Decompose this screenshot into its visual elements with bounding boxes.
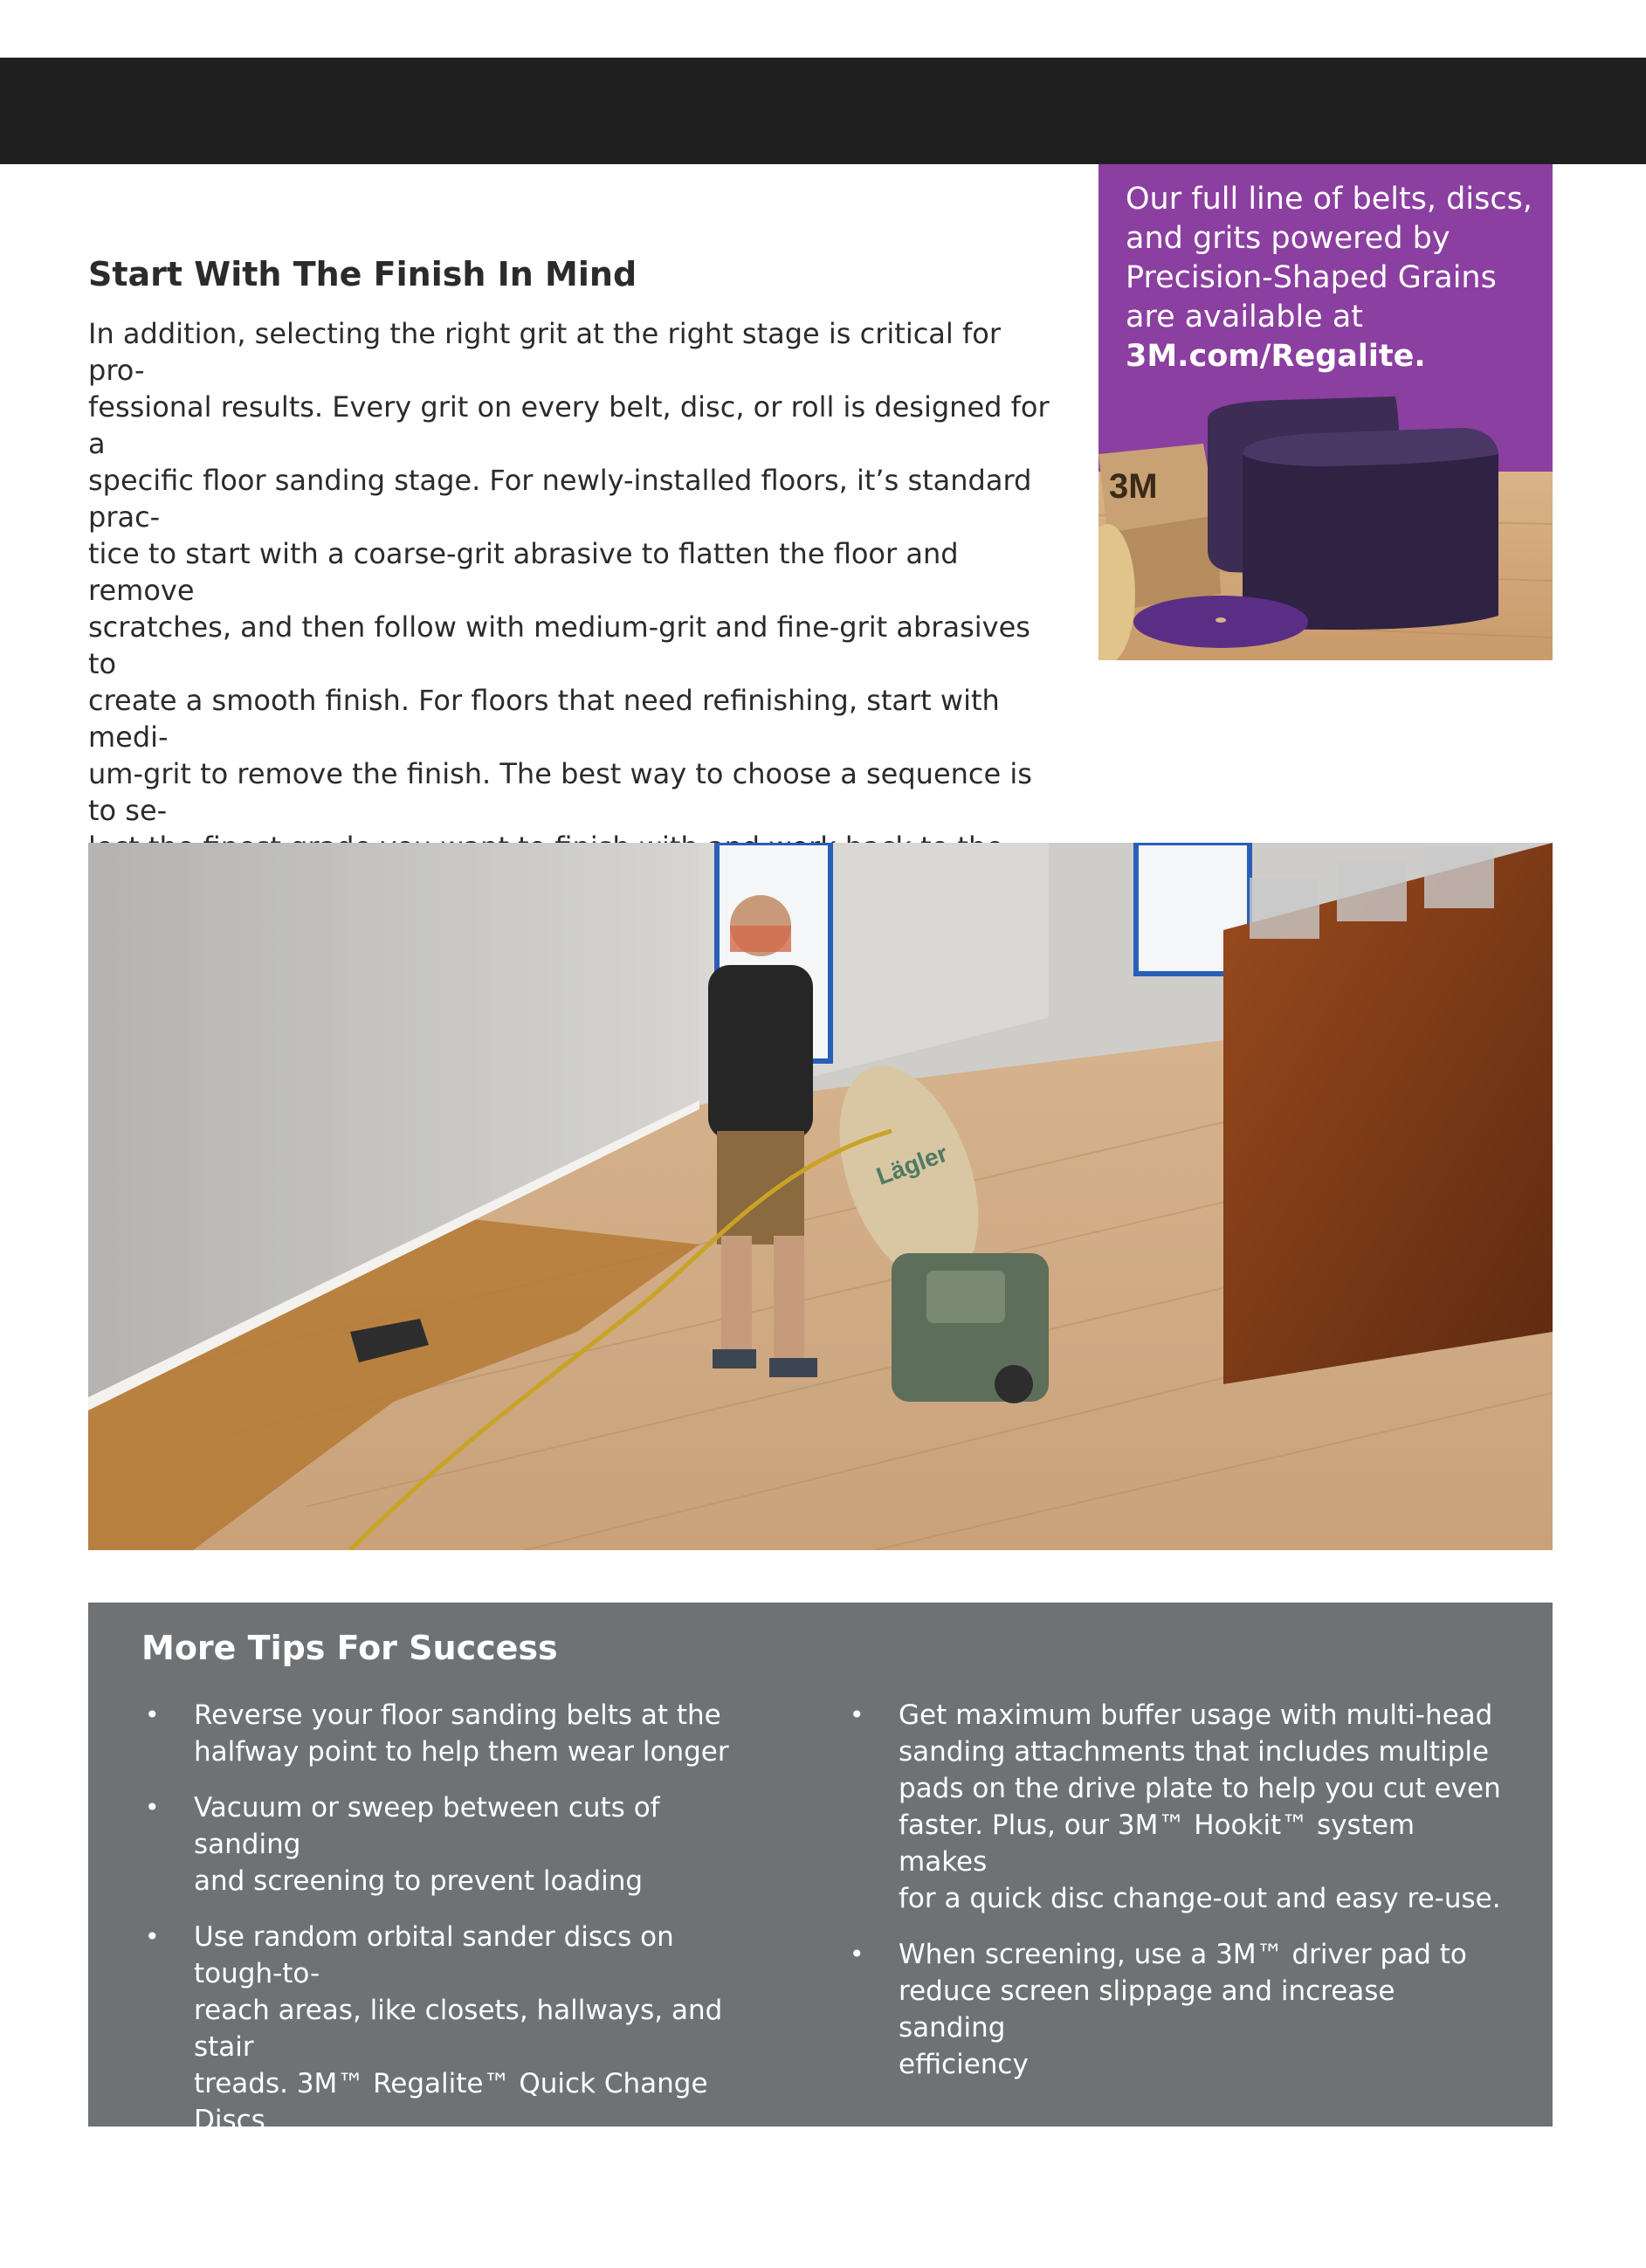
- bullet-icon: •: [850, 1700, 864, 1729]
- section-body: In addition, selecting the right grit at the right stage is critical for pro- fessional results. Every grit on every belt, disc, or roll is designed for a specific floor sanding stage. For newly-installed floors, it’s standard prac- tice to start with a coarse-grit abrasive to flatten the floor and remove scratches, and then follow with medium-grit and fine-grit abrasives to create a smooth finish. For floors that need refinishing, start with medi- um-grit to remove the finish. The best way to choose a sequence is to se-: [88, 317, 1050, 828]
- header-bar: [0, 58, 1646, 164]
- tip-item: [846, 1697, 1510, 1917]
- tips-panel: [88, 1603, 1553, 2246]
- tips-list-left: [141, 1697, 770, 2268]
- machine-brand-text: Lägler: [872, 1139, 952, 1190]
- section-title: Start With The Finish In Mind: [88, 255, 637, 293]
- tips-title: More Tips For Success: [141, 1629, 558, 1667]
- tip-text: Get maximum buffer usage with multi-head sanding attachments that includes multiple pads on the drive plate to help you cut even faster. Plus, our 3M™ Hookit™ system makes for a quick disc change-out and easy re-use.: [899, 1699, 1501, 1914]
- tip-text: When screening, use a 3M™ driver pad to reduce screen slippage and increase sanding efficiency: [899, 1939, 1467, 2080]
- tip-text: Reverse your floor sanding belts at the halfway point to help them wear longer: [194, 1699, 729, 1768]
- hero-scene: [88, 843, 1553, 1550]
- promo-panel: [1098, 164, 1553, 660]
- bullet-icon: •: [145, 1700, 160, 1729]
- abrasive-products-photo: [1098, 393, 1553, 660]
- tip-text: Vacuum or sweep between cuts of sanding and screening to prevent loading: [194, 1792, 660, 1897]
- promo-text-block: [1126, 180, 1536, 376]
- tips-list-right: [846, 1697, 1510, 2102]
- box-logo-text: 3M: [1109, 467, 1158, 506]
- tip-item: [141, 1697, 770, 1770]
- floor-sanding-photo: [88, 843, 1553, 1550]
- promo-link[interactable]: 3M.com/Regalite.: [1126, 339, 1426, 374]
- promo-text: Our full line of belts, discs, and grits powered by Precision-Shaped Grains are available at: [1126, 182, 1532, 334]
- tip-item: [141, 1789, 770, 1899]
- tip-item: [846, 1936, 1510, 2083]
- tip-text: Use random orbital sander discs on tough-to- reach areas, like closets, hallways, and stair treads. 3M™ Regalite™ Quick Change Discs are engineered with Precision-Shaped Grains for faster cut and durability.: [194, 1921, 723, 2246]
- bullet-icon: •: [145, 1793, 160, 1822]
- bullet-icon: •: [850, 1940, 864, 1968]
- tip-item: [141, 1919, 770, 2249]
- bullet-icon: •: [145, 1922, 160, 1951]
